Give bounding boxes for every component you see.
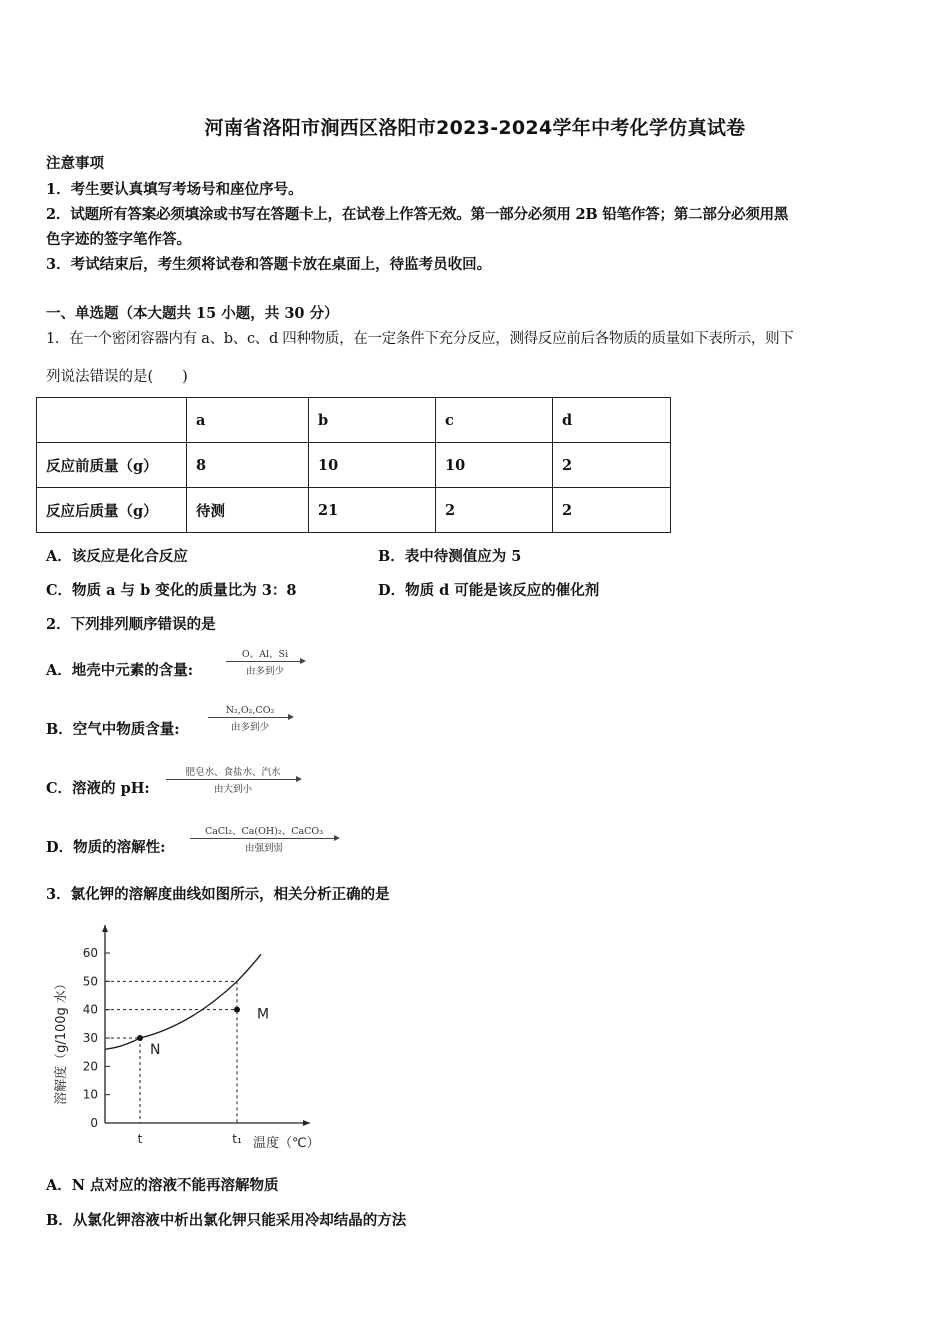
arrow-icon	[166, 779, 300, 780]
point-label: N	[150, 1042, 161, 1058]
table-cell	[37, 398, 187, 443]
table-cell: 待测	[187, 488, 309, 533]
table-cell: 8	[187, 443, 309, 488]
q1-option-b[interactable]: B．表中待测值应为 5	[378, 548, 522, 565]
x-tick-label: t	[137, 1132, 143, 1146]
arrow-bottom-text: 由多到少	[230, 722, 269, 733]
q1-table	[36, 397, 671, 533]
q2-d-arrow	[190, 823, 338, 854]
y-tick-label: 40	[82, 1002, 98, 1017]
table-cell: 10	[309, 443, 436, 488]
arrow-icon	[226, 661, 304, 662]
y-tick-label: 10	[82, 1087, 98, 1102]
q3-option-a[interactable]: A．N 点对应的溶液不能再溶解物质	[46, 1177, 279, 1194]
q1-option-d[interactable]: D．物质 d 可能是该反应的催化剂	[378, 582, 600, 599]
q3-stem: 3．氯化钾的溶解度曲线如图所示，相关分析正确的是	[46, 886, 390, 903]
page-title: 河南省洛阳市涧西区洛阳市2023-2024学年中考化学仿真试卷	[204, 117, 746, 139]
x-axis-arrow-icon	[303, 1120, 310, 1126]
table-cell: 2	[436, 488, 553, 533]
section-heading: 一、单选题（本大题共 15 小题，共 30 分）	[46, 305, 339, 322]
q2-option-a[interactable]: A．地壳中元素的含量:	[46, 662, 194, 679]
notice-item-2: 2．试题所有答案必须填涂或书写在答题卡上，在试卷上作答无效。第一部分必须用 2B 铅笔作答；第二部分必须用黑	[46, 206, 789, 223]
notice-item-2-cont: 色字迹的签字笔作答。	[46, 231, 191, 248]
q2-option-d[interactable]: D．物质的溶解性:	[46, 839, 166, 856]
table-cell: c	[436, 398, 553, 443]
q2-b-arrow	[208, 705, 292, 733]
q2-c-arrow	[166, 764, 300, 795]
x-tick-label: t₁	[232, 1132, 242, 1146]
q1-stem: 1．在一个密闭容器内有 a、b、c、d 四种物质，在一定条件下充分反应，测得反应前后各物质的质量如下表所示，则下	[46, 331, 794, 347]
series-line	[105, 954, 261, 1049]
arrow-bottom-text: 由多到少	[245, 666, 284, 677]
notice-item-3: 3．考试结束后，考生须将试卷和答题卡放在桌面上，待监考员收回。	[46, 256, 492, 273]
table-cell: 10	[436, 443, 553, 488]
arrow-top-text: N₂,O₂,CO₂	[225, 705, 275, 716]
arrow-top-text: CaCl₂、Ca(OH)₂、CaCO₃	[204, 826, 324, 837]
q2-stem: 2．下列排列顺序错误的是	[46, 616, 216, 633]
table-cell: 2	[553, 443, 671, 488]
arrow-bottom-text: 由大到小	[213, 784, 252, 795]
point-label: M	[257, 1006, 270, 1023]
table-cell: d	[553, 398, 671, 443]
q1-option-c[interactable]: C．物质 a 与 b 变化的质量比为 3：8	[46, 582, 297, 599]
table-row	[37, 488, 671, 533]
y-tick-label: 60	[82, 946, 98, 960]
arrow-icon	[208, 717, 292, 718]
table-cell: 2	[553, 488, 671, 533]
q3-option-b[interactable]: B．从氯化钾溶液中析出氯化钾只能采用冷却结晶的方法	[46, 1212, 407, 1229]
notice-heading: 注意事项	[46, 155, 104, 172]
arrow-top-text: O、Al、Si	[241, 649, 289, 660]
y-tick-label: 0	[90, 1116, 98, 1130]
data-point	[234, 1007, 240, 1013]
y-tick-label: 20	[82, 1059, 98, 1074]
arrow-top-text: 肥皂水、食盐水、汽水	[185, 767, 281, 778]
y-tick-label: 30	[82, 1031, 98, 1045]
q1-option-a[interactable]: A．该反应是化合反应	[46, 548, 188, 565]
q2-option-b[interactable]: B．空气中物质含量:	[46, 721, 180, 738]
table-cell: 21	[309, 488, 436, 533]
table-cell: a	[187, 398, 309, 443]
q1-stem-cont: 列说法错误的是( )	[46, 369, 188, 385]
y-axis-arrow-icon	[102, 925, 108, 932]
q2-option-c[interactable]: C．溶液的 pH:	[46, 780, 150, 797]
table-cell: b	[309, 398, 436, 443]
q2-a-arrow	[226, 646, 304, 677]
arrow-icon	[190, 838, 338, 839]
data-point	[137, 1035, 143, 1041]
arrow-bottom-text: 由强到弱	[244, 843, 283, 854]
table-cell: 反应前质量（g）	[37, 443, 187, 488]
x-axis-label: 温度（℃）	[253, 1136, 320, 1150]
y-tick-label: 50	[82, 974, 98, 989]
solubility-chart	[40, 915, 340, 1150]
y-axis-label: 溶解度（g/100g 水）	[54, 977, 69, 1105]
table-row	[37, 443, 671, 488]
table-cell: 反应后质量（g）	[37, 488, 187, 533]
table-row	[37, 398, 671, 443]
notice-item-1: 1．考生要认真填写考场号和座位序号。	[46, 181, 303, 198]
